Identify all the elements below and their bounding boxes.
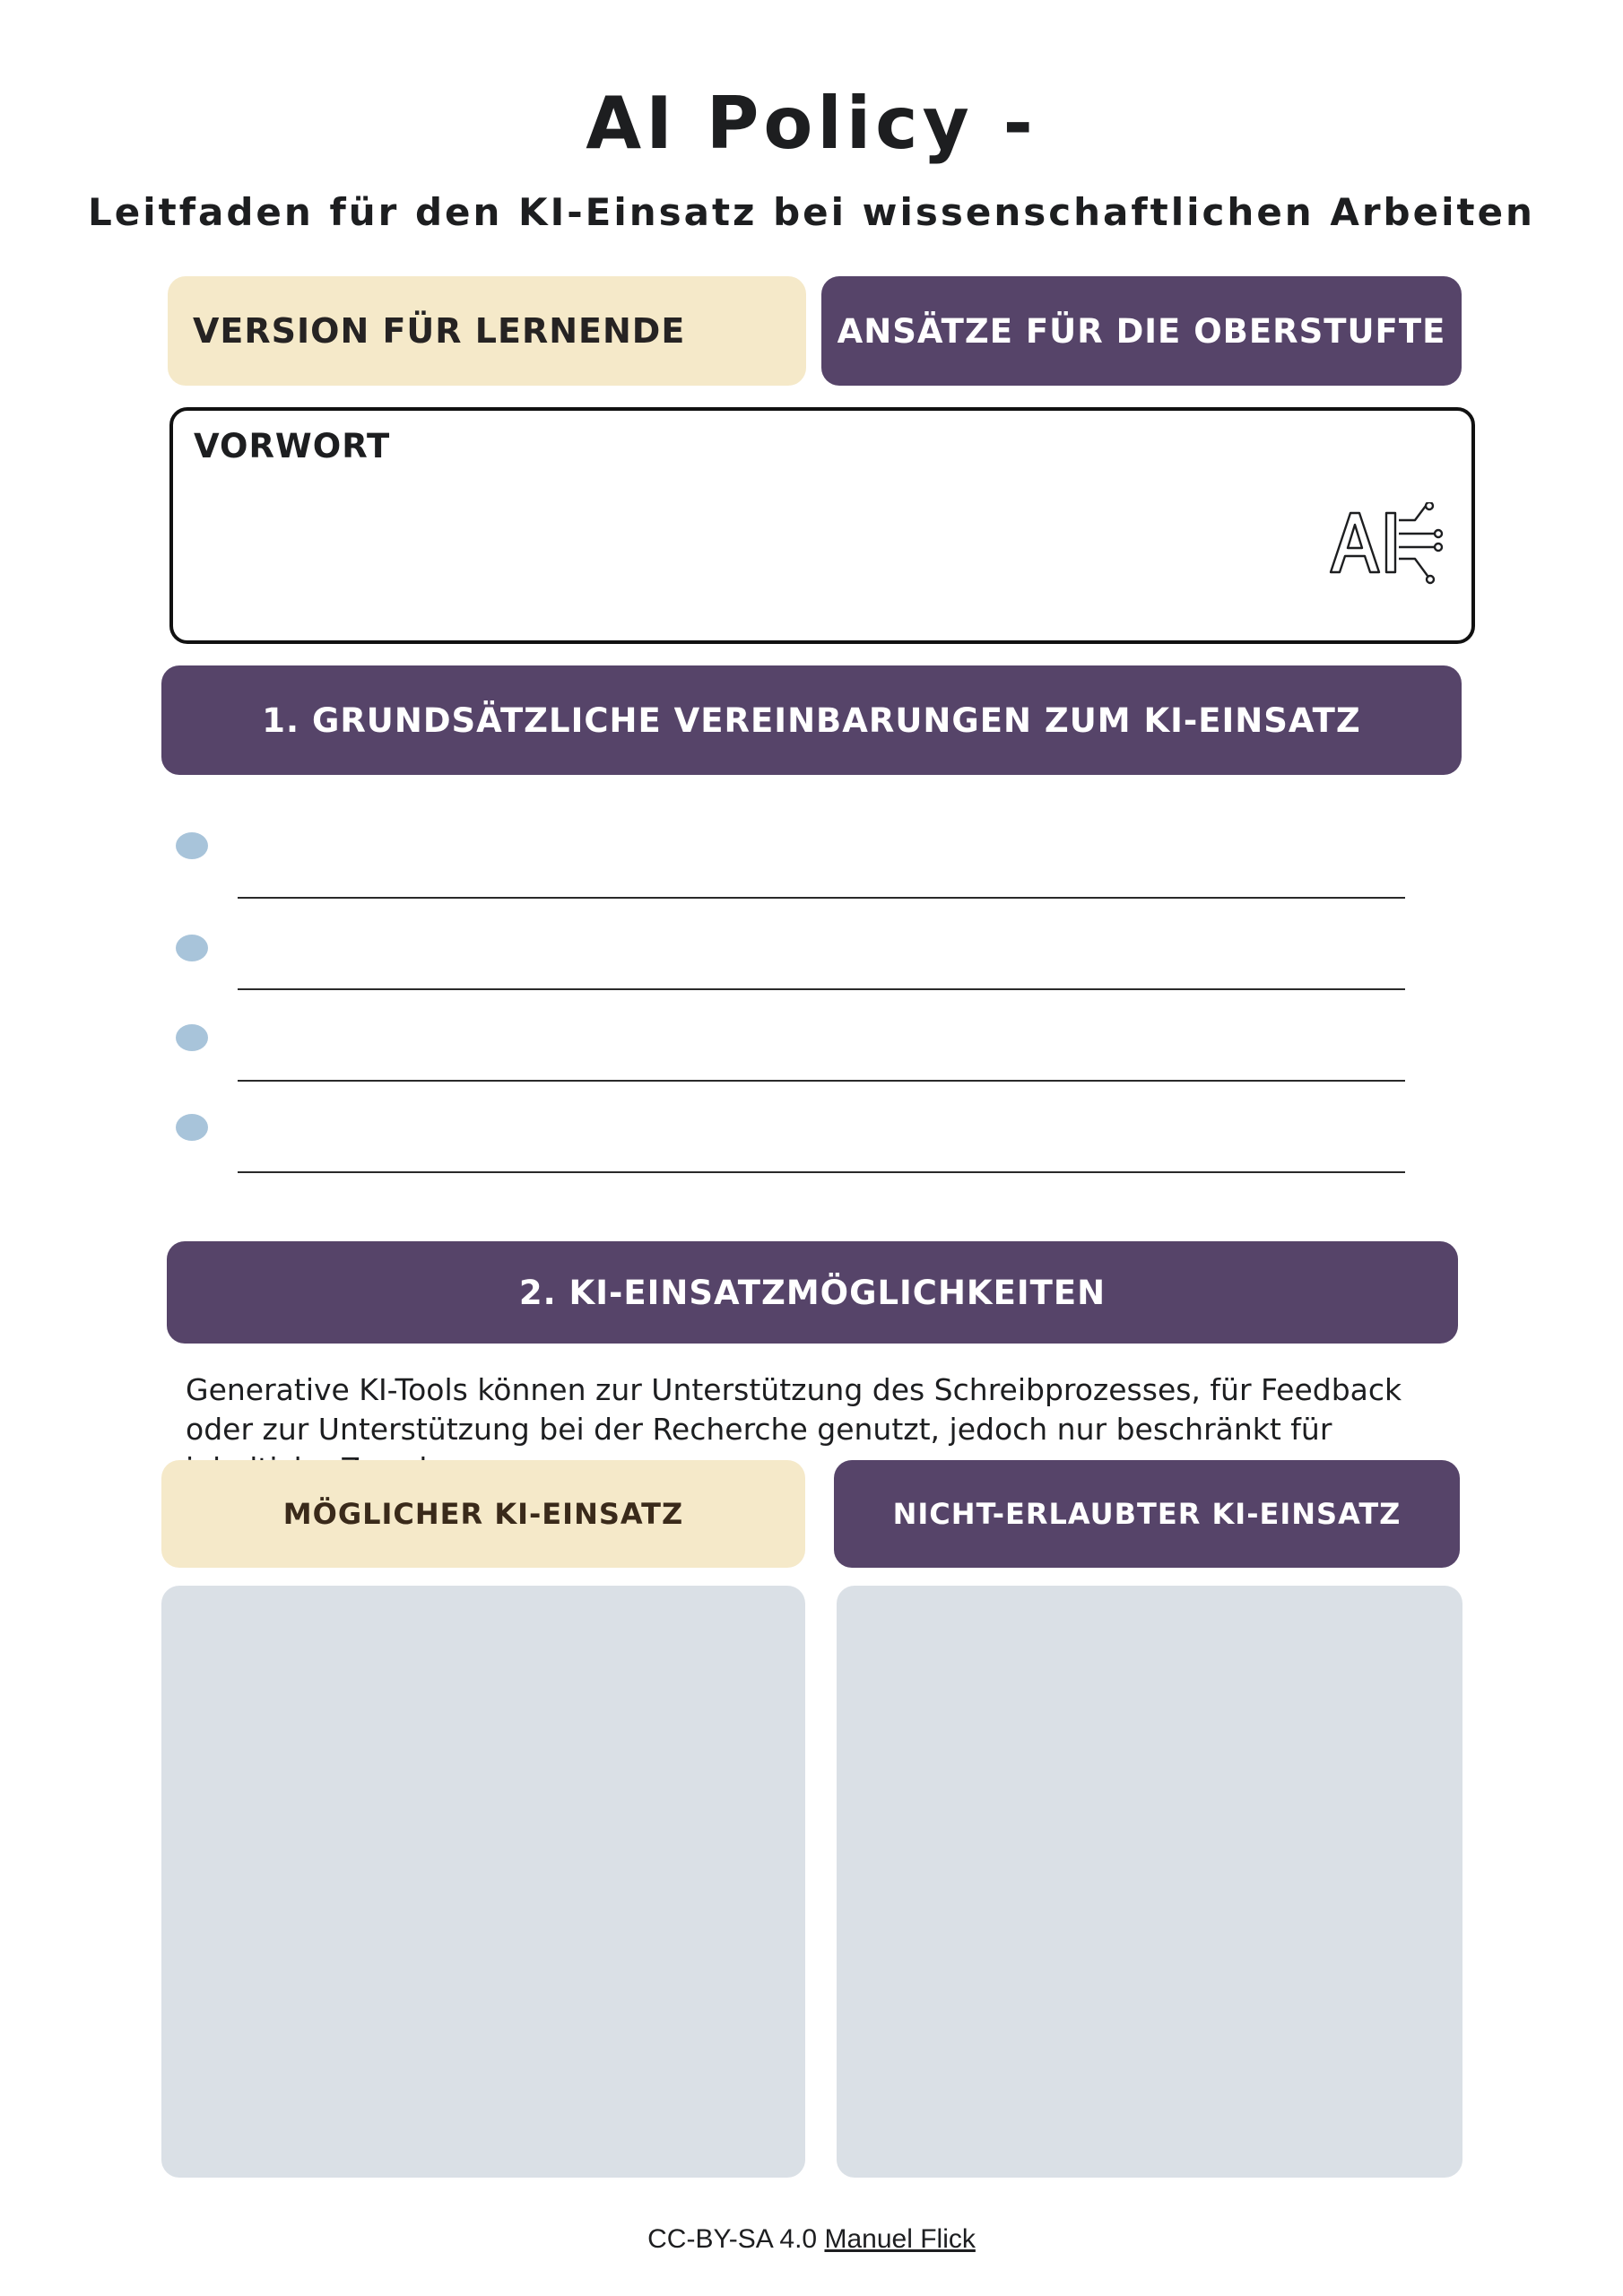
section2-description: Generative KI-Tools können zur Unterstützung des Schreibprozesses, für Feedback oder zur Unterstützung bei der Recherche genutzt, jedoch nur beschränkt für bbox=[186, 1372, 1402, 1447]
bullet-icon bbox=[176, 1024, 208, 1051]
vorwort-label: VORWORT bbox=[194, 427, 391, 465]
section1-heading bbox=[161, 665, 1462, 775]
section2-heading bbox=[167, 1241, 1458, 1344]
writing-line[interactable] bbox=[238, 897, 1405, 899]
page-title: AI Policy - bbox=[586, 82, 1037, 165]
bullet-icon bbox=[176, 832, 208, 859]
forbidden-use-tag bbox=[834, 1460, 1460, 1568]
forbidden-use-label: NICHT-ERLAUBTER KI-EINSATZ bbox=[892, 1497, 1402, 1531]
version-tag-label: VERSION FÜR LERNENDE bbox=[193, 311, 686, 351]
allowed-use-label: MÖGLICHER KI-EINSATZ bbox=[282, 1497, 684, 1531]
version-tag bbox=[168, 276, 806, 386]
ai-circuit-icon bbox=[1327, 502, 1453, 588]
forbidden-use-panel[interactable] bbox=[837, 1586, 1462, 2178]
allowed-use-panel[interactable] bbox=[161, 1586, 805, 2178]
footer bbox=[0, 2224, 1623, 2255]
level-tag-label: ANSÄTZE FÜR DIE OBERSTUFTE bbox=[837, 311, 1446, 351]
section2-heading-label: 2. KI-EINSATZMÖGLICHKEITEN bbox=[518, 1273, 1107, 1312]
writing-line[interactable] bbox=[238, 1080, 1405, 1082]
level-tag bbox=[821, 276, 1462, 386]
section1-heading-label: 1. GRUNDSÄTZLICHE VEREINBARUNGEN ZUM KI-EINSATZ bbox=[262, 700, 1361, 740]
license-text: CC-BY-SA 4.0 bbox=[647, 2224, 818, 2254]
allowed-use-tag bbox=[161, 1460, 805, 1568]
author-link[interactable]: Manuel Flick bbox=[824, 2224, 976, 2254]
page-subtitle: Leitfaden für den KI-Einsatz bei wissenschaftlichen Arbeiten bbox=[88, 190, 1535, 234]
bullet-icon bbox=[176, 1114, 208, 1141]
writing-line[interactable] bbox=[238, 1171, 1405, 1173]
writing-line[interactable] bbox=[238, 988, 1405, 990]
bullet-icon bbox=[176, 935, 208, 961]
